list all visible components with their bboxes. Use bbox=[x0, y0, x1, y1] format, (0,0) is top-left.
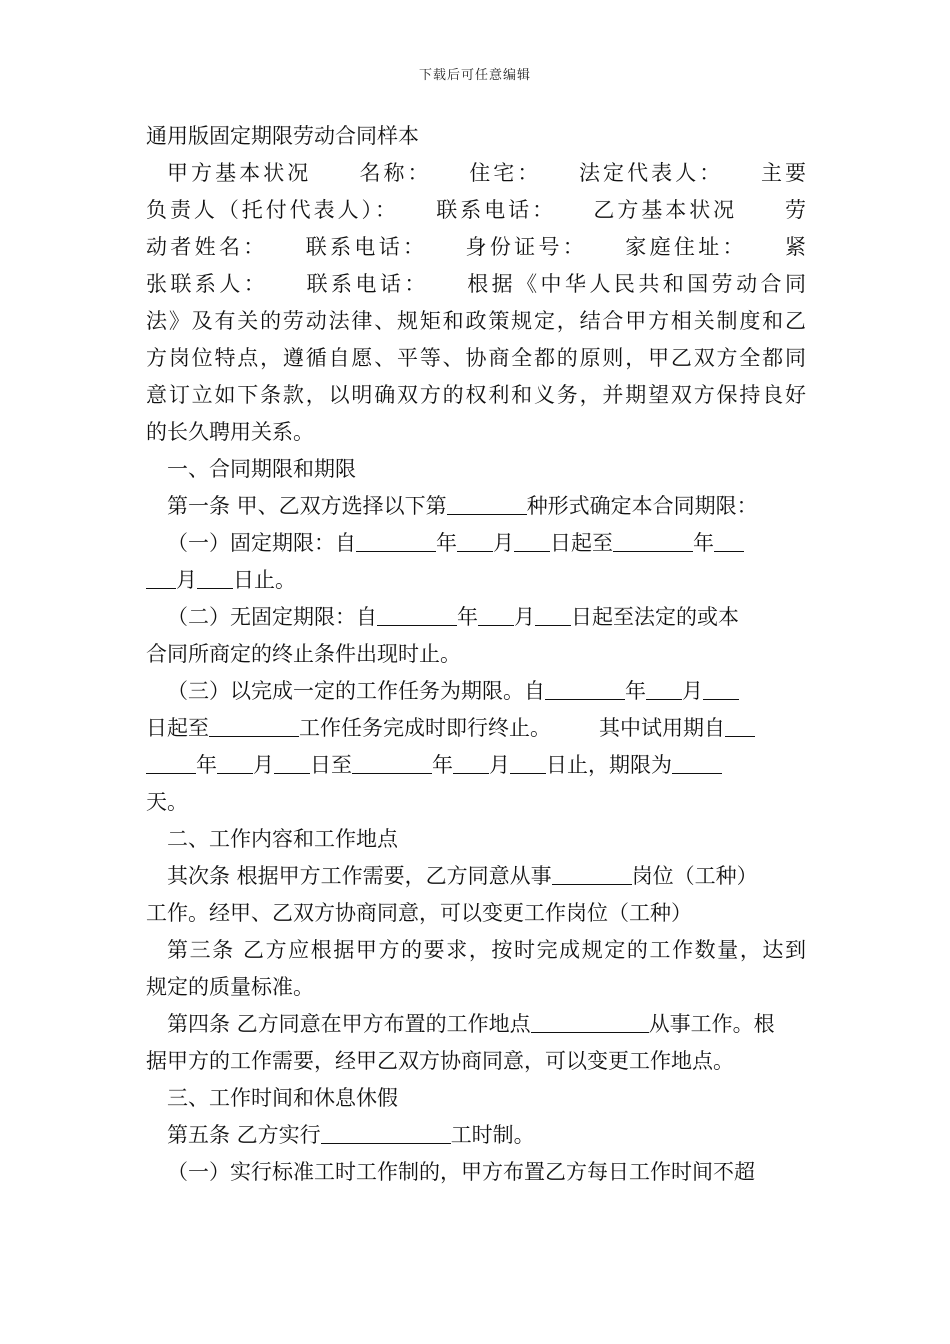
article-2: 其次条 根据甲方工作需要，乙方同意从事 岗位（工种） bbox=[146, 858, 806, 895]
fill-blank bbox=[197, 564, 233, 589]
fill-blank bbox=[510, 749, 546, 774]
fill-blank bbox=[377, 601, 457, 626]
fill-blank bbox=[552, 860, 632, 885]
article-2-cont: 工作。经甲、乙双方协商同意，可以变更工作岗位（工种） bbox=[146, 901, 692, 925]
intro-line: 法》及有关的劳动法律、规矩和政策规定，结合甲方相关制度和乙 bbox=[146, 309, 806, 333]
fill-blank bbox=[478, 601, 514, 626]
fill-blank bbox=[453, 749, 489, 774]
document-body bbox=[146, 118, 806, 1191]
fill-blank bbox=[352, 749, 432, 774]
section-heading: 二、工作内容和工作地点 bbox=[167, 827, 398, 851]
fill-blank bbox=[321, 1119, 451, 1144]
article-1-item-1-cont: 月 日止。 bbox=[146, 562, 806, 599]
intro-line: 负责人（托付代表人）： 联系电话： 乙方基本状况 劳 bbox=[146, 198, 806, 222]
article-4-cont: 据甲方的工作需要，经甲乙双方协商同意，可以变更工作地点。 bbox=[146, 1049, 734, 1073]
article-3: 第三条 乙方应根据甲方的要求，按时完成规定的工作数量，达到 bbox=[167, 938, 806, 962]
intro-line: 张联系人： 联系电话： 根据《中华人民共和国劳动合同 bbox=[146, 272, 806, 296]
fill-blank bbox=[514, 527, 550, 552]
fill-blank bbox=[217, 749, 253, 774]
fill-blank bbox=[447, 490, 527, 515]
article-1-item-3: （三）以完成一定的工作任务为期限。自 年 月 bbox=[146, 673, 806, 710]
fill-blank bbox=[672, 749, 722, 774]
fill-blank bbox=[703, 675, 739, 700]
section-heading: 三、工作时间和休息休假 bbox=[167, 1086, 398, 1110]
intro-line: 方岗位特点，遵循自愿、平等、协商全都的原则，甲乙双方全都同 bbox=[146, 346, 806, 370]
article-1-item-1: （一）固定期限：自 年 月 日起至 年 bbox=[146, 525, 806, 562]
article-1-item-2: （二）无固定期限：自 年 月 日起至法定的或本 bbox=[146, 599, 806, 636]
fill-blank bbox=[613, 527, 693, 552]
article-1-item-3-cont: 天。 bbox=[146, 790, 188, 814]
fill-blank bbox=[209, 712, 299, 737]
article-1: 第一条 甲、乙双方选择以下第 种形式确定本合同期限： bbox=[146, 488, 806, 525]
article-1-item-3-cont: 年 月 日至 年 月 日止，期限为 bbox=[146, 747, 806, 784]
article-1-item-3-cont: 日起至 工作任务完成时即行终止。 其中试用期自 bbox=[146, 710, 806, 747]
intro-line: 动者姓名： 联系电话： 身份证号： 家庭住址： 紧 bbox=[146, 235, 806, 259]
fill-blank bbox=[146, 749, 196, 774]
fill-blank bbox=[146, 564, 176, 589]
fill-blank bbox=[545, 675, 625, 700]
page-header-note: 下载后可任意编辑 bbox=[418, 68, 531, 83]
article-5: 第五条 乙方实行 工时制。 bbox=[146, 1117, 806, 1154]
fill-blank bbox=[531, 1008, 649, 1033]
section-heading: 一、合同期限和期限 bbox=[167, 457, 356, 481]
fill-blank bbox=[356, 527, 436, 552]
fill-blank bbox=[714, 527, 744, 552]
article-4: 第四条 乙方同意在甲方布置的工作地点 从事工作。根 bbox=[146, 1006, 806, 1043]
intro-line: 的长久聘用关系。 bbox=[146, 420, 314, 444]
fill-blank bbox=[274, 749, 310, 774]
intro-line: 甲方基本状况 名称： 住宅： 法定代表人： 主要 bbox=[167, 161, 806, 185]
article-3-cont: 规定的质量标准。 bbox=[146, 975, 314, 999]
article-5-item-1: （一）实行标准工时工作制的，甲方布置乙方每日工作时间不超 bbox=[167, 1160, 755, 1184]
document-title: 通用版固定期限劳动合同样本 bbox=[146, 124, 419, 148]
fill-blank bbox=[646, 675, 682, 700]
article-1-item-2-cont: 合同所商定的终止条件出现时止。 bbox=[146, 642, 461, 666]
intro-line: 意订立如下条款，以明确双方的权利和义务，并期望双方保持良好 bbox=[146, 383, 806, 407]
fill-blank bbox=[725, 712, 755, 737]
fill-blank bbox=[457, 527, 493, 552]
fill-blank bbox=[535, 601, 571, 626]
intro-paragraph bbox=[146, 155, 806, 451]
